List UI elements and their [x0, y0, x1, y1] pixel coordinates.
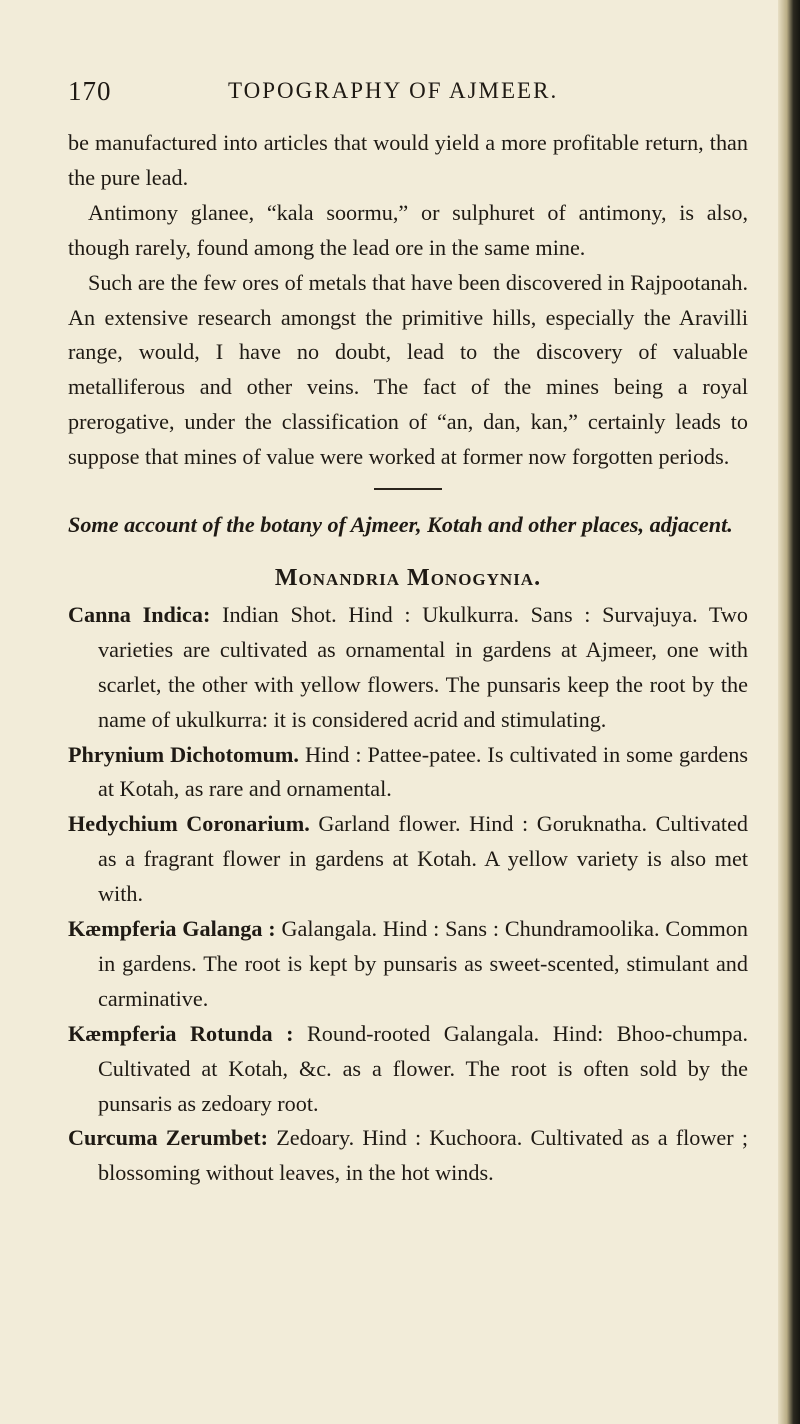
plant-name: Curcuma Zerumbet: [68, 1125, 269, 1151]
plant-entry [68, 598, 748, 738]
page-edge-shadow [778, 0, 800, 1424]
plant-entry [68, 912, 748, 1017]
plant-entry [68, 1121, 748, 1191]
plant-description: Garland flower. Hind : Goruknatha. Cultivated as a fragrant flower in gardens at Kotah. A yellow variety is also met with. [98, 811, 749, 907]
plant-description: Zedoary. Hind : Kuchoora. Cultivated as a flower ; blossoming without leaves, in the hot winds. [98, 1125, 748, 1186]
plant-entry [68, 1017, 748, 1122]
plant-name: Canna Indica: [68, 601, 211, 627]
plant-description: Round-rooted Galangala. Hind: Bhoo-chumpa. Cultivated at Kotah, &c. as a flower. The root is often sold by the punsaris as zedoary root. [98, 1020, 749, 1116]
plant-name: Kæmpferia Rotunda : [68, 1020, 294, 1046]
running-title: TOPOGRAPHY OF AJMEER. [228, 78, 559, 103]
section-divider [374, 488, 442, 490]
paragraph-ores: Such are the few ores of metals that have been discovered in Rajpootanah. An extensive research amongst the primitive hills, especially the Aravilli range, would, I have no doubt, lead to the discovery of valuable metalliferous and other veins. The fact of the mines being a royal prerogative, under the classification of “an, dan, kan,” certainly leads to suppose that mines of value were worked at former now forgotten periods. [68, 269, 748, 470]
plant-description: Galangala. Hind : Sans : Chundramoolika. Common in gardens. The root is kept by punsaris as sweet-scented, stimulant and carminative. [98, 916, 748, 1011]
plant-entry [68, 738, 748, 808]
plant-name: Kæmpferia Galanga : [68, 916, 276, 942]
plant-name: Phrynium Dichotomum. [68, 741, 299, 767]
botany-section-heading: Some account of the botany of Ajmeer, Kotah and other places, adjacent. [68, 512, 733, 538]
plant-entry [68, 807, 748, 912]
plant-name: Hedychium Coronarium. [68, 811, 310, 837]
page-header [68, 76, 728, 116]
paragraph-continuation: be manufactured into articles that would yield a more profitable return, than the pure lead. [68, 130, 748, 190]
page-number: 170 [68, 76, 112, 106]
page-body [68, 126, 748, 1191]
class-heading: Monandria Monogynia. [274, 564, 542, 591]
plant-description: Hind : Pattee-patee. Is cultivated in some gardens at Kotah, as rare and ornamental. [98, 741, 749, 802]
plant-description: Indian Shot. Hind : Ukulkurra. Sans : Survajuya. Two varieties are cultivated as ornamental in gardens at Ajmeer, one with scarlet, the other with yellow flowers. The punsaris keep the root by the name of ukulkurra: it is considered acrid and stimulating. [98, 601, 749, 732]
paragraph-antimony: Antimony glanee, “kala soormu,” or sulphuret of antimony, is also, though rarely, found among the lead ore in the same mine. [68, 199, 748, 260]
